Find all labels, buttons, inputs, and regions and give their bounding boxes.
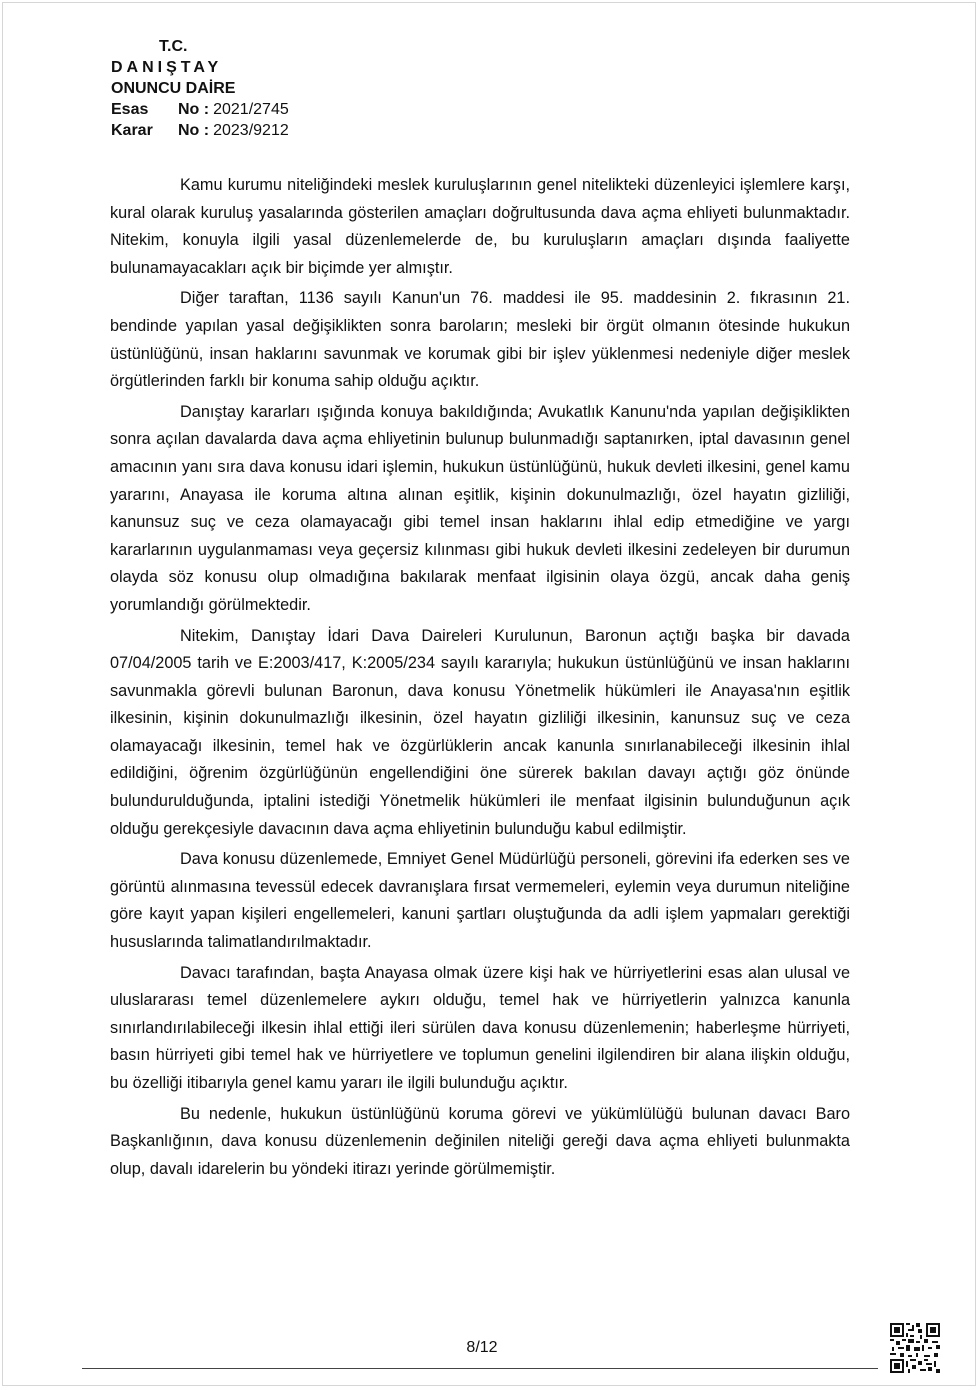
esas-row	[111, 99, 289, 120]
qr-code-icon	[890, 1323, 940, 1373]
header-court-name: DANIŞTAY	[111, 59, 223, 76]
esas-no-label: No :	[178, 101, 210, 118]
paragraph: Dava konusu düzenlemede, Emniyet Genel Müdürlüğü personeli, görevini ifa ederken ses ve görüntü alınmasına tevessül edecek davranışlara fırsat vermemeleri, eylemin veya durumun niteliğine göre kayıt yapan kişileri engellemeleri, kanuni şartları oluştuğunda da adli işlem yapmaları gerektiği hususlarında talimatlandırılmaktadır.	[110, 850, 850, 952]
esas-label: Esas	[111, 101, 149, 118]
paragraph: Bu nedenle, hukukun üstünlüğünü koruma görevi ve yükümlülüğü bulunan davacı Baro Başkanlığının, dava konusu düzenlemenin değinilen niteliği gereği dava açma ehliyeti bulunmakta olup, davalı idarelerin bu yöndeki itirazı yerinde görülmemiştir.	[110, 1104, 850, 1178]
karar-no-label: No :	[178, 122, 210, 139]
paragraph: Diğer taraftan, 1136 sayılı Kanun'un 76. maddesi ile 95. maddesinin 2. fıkrasının 21. bendinde yapılan yasal değişiklikten sonra baroların; mesleki bir örgüt olmanın ötesinde hukukun üstünlüğünü, insan haklarını savunmak ve korumak gibi bir işlev yüklenmesi nedeniyle diğer meslek örgütlerinden farklı bir konuma sahip olduğu açıktır.	[110, 289, 850, 391]
karar-label: Karar	[111, 122, 153, 139]
paragraph: Nitekim, Danıştay İdari Dava Daireleri Kurulunun, Baronun açtığı başka bir davada 07/04/2005 tarih ve E:2003/417, K:2005/234 sayılı kararıyla; hukukun üstünlüğünü ve insan haklarını savunmakla görevli bulunan Baronun, dava konusu Yönetmelik hükümleri ile Anayasa'nın eşitlik ilkesinin, kişinin dokunulmazlığı ilkesinin, özel hayatın gizliliği ilkesinin, kanunsuz suç ve ceza olamayacağı ilkesinin, temel hak ve özgürlüklerin ancak kanunla sınırlanabileceği ilkesinin ihlal edildiğini, öğrenim özgürlüğünün engellendiğini öne sürerek bakılan davayı açtığı göz önünde bulundurulduğunda, iptalini istediği Yönetmelik hükümleri ile menfaat ilgisinin bulunduğunun açık olduğu gerekçesiyle davacının dava açma ehliyetinin bulunduğu kabul edilmiştir.	[110, 626, 850, 838]
header-tc: T.C.	[159, 38, 188, 55]
paragraph: Kamu kurumu niteliğindeki meslek kuruluşlarının genel nitelikteki düzenleyici işlemlere karşı, kural olarak kuruluş yasalarında gösterilen amaçları doğrultusunda dava açma ehliyeti bulunmaktadır. Nitekim, konuyla ilgili yasal düzenlemelerde de, bu kuruluşların amaçları dışında faaliyette bulunamayacakları açık bir biçimde yer almıştır.	[110, 176, 850, 277]
paragraph: Davacı tarafından, başta Anayasa olmak üzere kişi hak ve hürriyetlerini esas alan ulusal ve uluslararası temel düzenlemelere aykırı olduğu, temel hak ve hürriyetlerin yalnızca kanunla sınırlandırılabileceği ilkesin ihlal ettiği ileri sürülen dava konusu düzenlemenin; haberleşme hürriyeti, basın hürriyeti gibi temel hak ve hürriyetlere ve toplumun genelini ilgilendiren bir alana ilişkin olduğu, bu özelliği itibarıyla genel kamu yararı ile ilgili bulunduğu açıktır.	[110, 963, 850, 1092]
paragraph: Danıştay kararları ışığında konuya bakıldığında; Avukatlık Kanunu'nda yapılan değişiklikten sonra açılan davalarda dava açma ehliyetinin bulunup bulunmadığı saptanırken, iptal davasının genel amacının yanı sıra dava konusu idari işlemin, hukukun üstünlüğünü, hukuk devleti ilkesini, genel kamu yararını, Anayasa ile koruma altına alınan eşitlik, kişinin dokunulmazlığı, özel hayatın gizliliği, kanunsuz suç ve ceza olamayacağı gibi temel insan haklarını ihlal edip etmediğine ve yargı kararlarının uygulanmaması veya geçersiz kılınması gibi hukuk devleti ilkesini zedeleyen bir durumun olayda söz konusu olup olmadığına bakılarak menfaat ilgisinin olaya özgü, ancak daha geniş yorumlandığı görülmektedir.	[110, 402, 850, 614]
page-number: 8/12	[466, 1339, 498, 1356]
karar-row	[111, 120, 289, 141]
esas-number: 2021/2745	[213, 101, 289, 118]
document-body	[110, 172, 850, 1186]
footer-divider	[82, 1368, 878, 1369]
karar-number: 2023/9212	[213, 122, 289, 139]
header-chamber: ONUNCU DAİRE	[111, 80, 236, 97]
document-header	[111, 36, 289, 141]
